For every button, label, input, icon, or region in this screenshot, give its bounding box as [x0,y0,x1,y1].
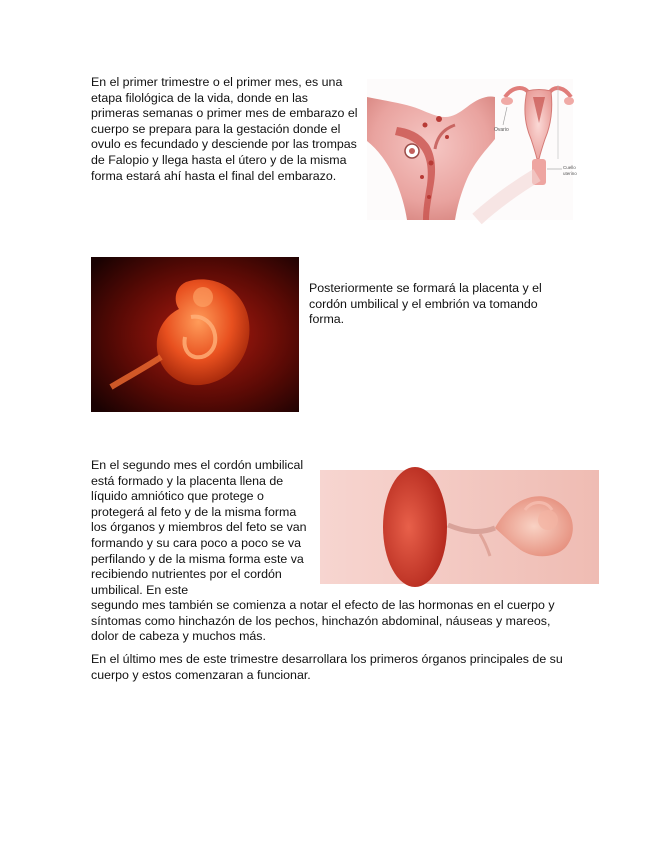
uterus-illustration [367,79,577,220]
embryo-photo-graphic [91,257,299,412]
paragraph-second-month-continued: segundo mes también se comienza a notar el efecto de las hormonas en el cuerpo y síntomas como hinchazón de los pechos, hinchazón abdominal, náuseas y mareos, dolor de cabeza y muchos más. [91,598,555,644]
ovary-label: Ovario [494,127,509,133]
paragraph-last-month: En el último mes de este trimestre desarrollara los primeros órganos principales de su cuerpo y estos comenzaran a funcionar. [91,652,563,682]
embryo-photo [91,257,299,412]
fetus-photo [320,470,599,584]
uterus-illustration-graphic [367,79,577,220]
cervix-label-2: uterino [563,171,577,176]
cervix-label-1: Cuello [563,165,576,170]
fetus-photo-graphic [320,470,599,584]
paragraph-placenta: Posteriormente se formará la placenta y el cordón umbilical y el embrión va tomando forma. [309,281,542,327]
paragraph-second-month: En el segundo mes el cordón umbilical está formado y la placenta llena de líquido amniótico que protege o protegerá al feto y de la misma forma los órganos y miembros del feto se van formando y su cara poco a poco se va perfilando y de la misma forma este va recibiendo nutrientes por el cordón umbilical. En este [91,458,307,597]
paragraph-first-trimester: En el primer trimestre o el primer mes, es una etapa filológica de la vida, donde en las primeras semanas o primer mes de embarazo el cuerpo se prepara para la gestación donde el ovulo es fecundado y desciende por las trompas de Falopio y llega hasta el útero y de la misma forma estará ahí hasta el final del embarazo. [91,75,358,183]
